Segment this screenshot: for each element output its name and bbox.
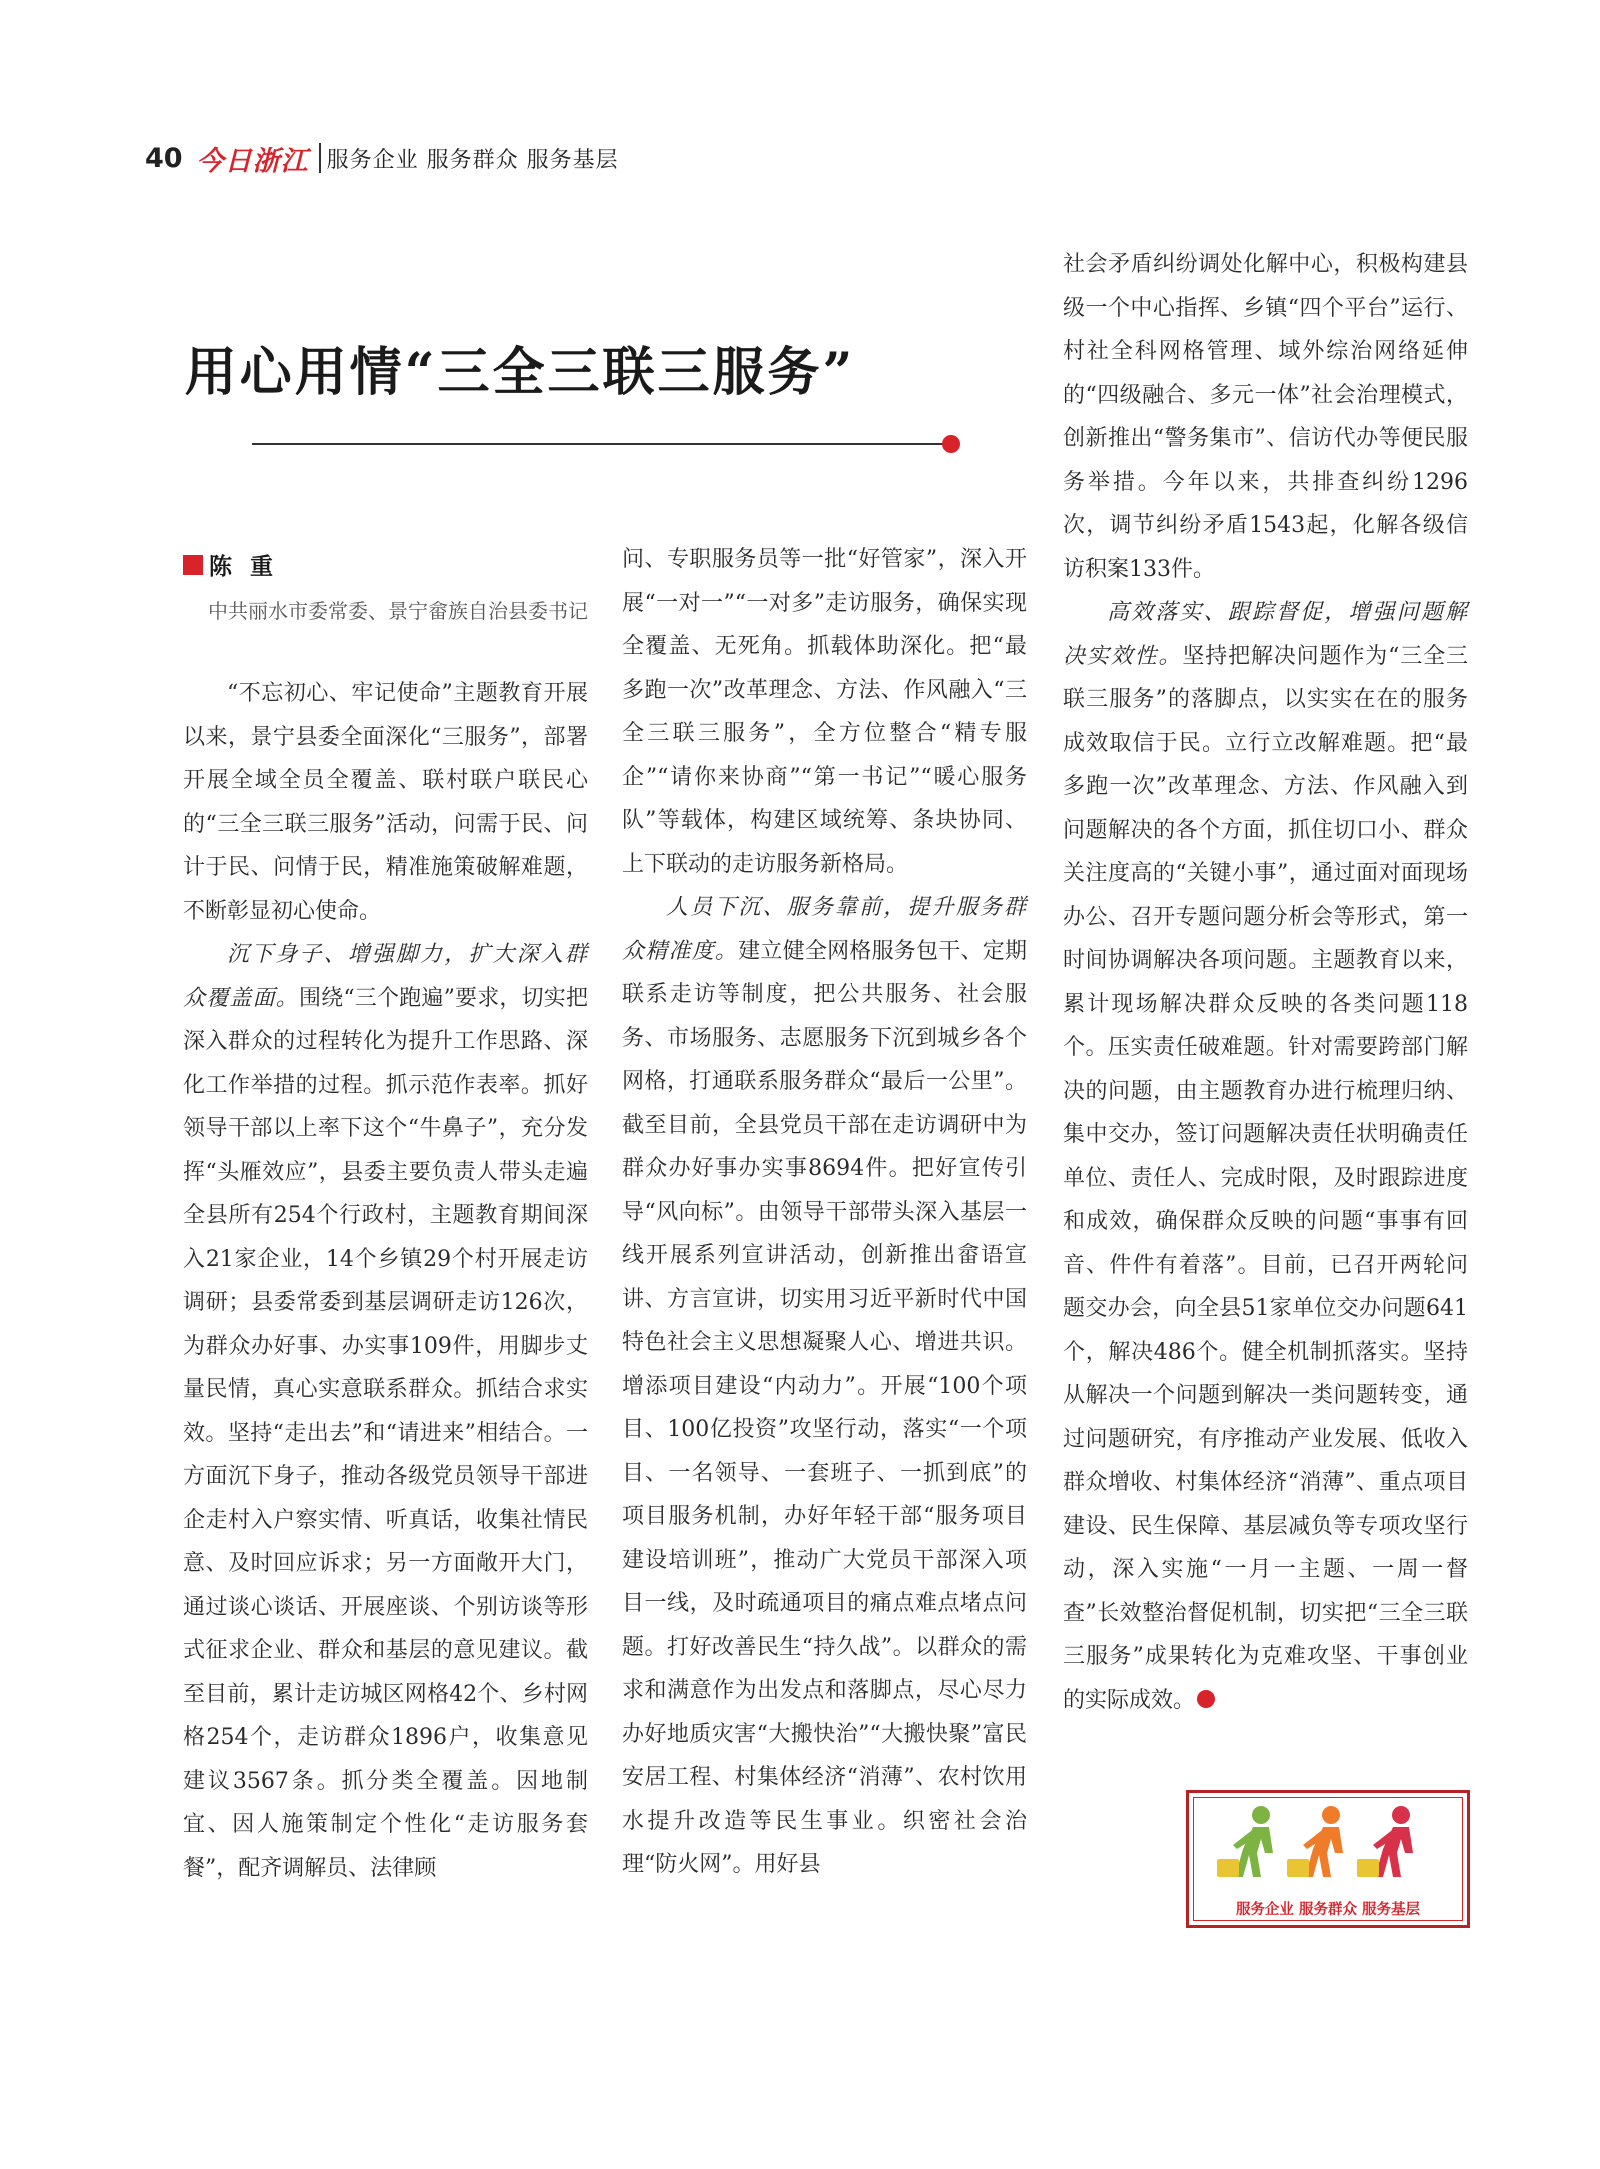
paragraph: 问、专职服务员等一批“好管家”，深入开展“一对一”“一对多”走访服务，确保实现全覆盖、无死角。抓载体助深化。把“最多跑一次”改革理念、方法、作风融入“三全三联三服务”，全方位整合“精专服企”“请你来协商”“第一书记”“暖心服务队”等载体，构建区域统筹、条块协同、上下联动的走访服务新格局。: [622, 547, 1027, 877]
paragraph-body: 建立健全网格服务包干、定期联系走访等制度，把公共服务、社会服务、市场服务、志愿服务下沉到城乡各个网格，打通联系服务群众“最后一公里”。截至目前，全县党员干部在走访调研中为群众办好事办实事8694件。把好宣传引导“风向标”。由领导干部带头深入基层一线开展系列宣讲活动，创新推出畲语宣讲、方言宣讲，切实用习近平新时代中国特色社会主义思想凝聚人心、增进共识。增添项目建设“内动力”。开展“100个项目、100亿投资”攻坚行动，落实“一个项目、一名领导、一套班子、一抓到底”的项目服务机制，办好年轻干部“服务项目建设培训班”，推动广大党员干部深入项目一线，及时疏通项目的痛点难点堵点问题。打好改善民生“持久战”。以群众的需求和满意作为出发点和落脚点，尽心尽力办好地质灾害“大搬快治”“大搬快聚”富民安居工程、村集体经济“消薄”、农村饮用水提升改造等民生事业。织密社会治理“防火网”。用好县: [622, 938, 1027, 1877]
author-title: 中共丽水市委常委、景宁畲族自治县委书记: [208, 599, 588, 623]
article-column-3: [1063, 243, 1468, 1722]
walker-orange-icon: [1287, 1806, 1343, 1877]
end-mark-icon: [1197, 1690, 1215, 1708]
badge-label: 服务企业 服务群众 服务基层: [1235, 1902, 1421, 1918]
section-lead: 沉下身子、增强脚力，扩大深入群众覆盖面。: [183, 942, 588, 1011]
article-column-2: [622, 538, 1027, 1887]
section-lead: 高效落实、跟踪督促，增强问题解决实效性。: [1063, 600, 1468, 669]
walker-green-icon: [1217, 1806, 1273, 1877]
column-badge: [1186, 1790, 1470, 1928]
paragraph: [183, 933, 588, 1890]
paragraph-body: 坚持把解决问题作为“三全三联三服务”的落脚点，以实实在在的服务成效取信于民。立行立改解难题。把“最多跑一次”改革理念、方法、作风融入到问题解决的各个方面，抓住切口小、群众关注度高的“关键小事”，通过面对面现场办公、召开专题问题分析会等形式，第一时间协调解决各项问题。主题教育以来，累计现场解决群众反映的各类问题118个。压实责任破难题。针对需要跨部门解决的问题，由主题教育办进行梳理归纳、集中交办，签订问题解决责任状明确责任单位、责任人、完成时限，及时跟踪进度和成效，确保群众反映的问题“事事有回音、件件有着落”。目前，已召开两轮问题交办会，向全县51家单位交办问题641个，解决486个。健全机制抓落实。坚持从解决一个问题到解决一类问题转变，通过问题研究，有序推动产业发展、低收入群众增收、村集体经济“消薄”、重点项目建设、民生保障、基层减负等专项攻坚行动，深入实施“一月一主题、一周一督查”长效整治督促机制，切实把“三全三联三服务”成果转化为克难攻坚、干事创业的实际成效。: [1063, 643, 1468, 1713]
page-header: [145, 136, 619, 180]
people-walking-icon: [1203, 1801, 1453, 1901]
walker-red-icon: [1357, 1806, 1413, 1877]
header-divider: [319, 143, 321, 173]
section-lead: 人员下沉、服务靠前，提升服务群众精准度。: [622, 895, 1027, 964]
author-block: [183, 548, 588, 624]
article-column-1: [183, 672, 588, 1890]
paragraph: [622, 886, 1027, 1887]
paragraph: 社会矛盾纠纷调处化解中心，积极构建县级一个中心指挥、乡镇“四个平台”运行、村社全科网格管理、域外综治网络延伸的“四级融合、多元一体”社会治理模式，创新推出“警务集市”、信访代办等便民服务举措。今年以来，共排查纠纷1296次，调节纠纷矛盾1543起，化解各级信访积案133件。: [1063, 252, 1468, 582]
article-title: 用心用情“三全三联三服务”: [184, 342, 856, 403]
header-slogan: 服务企业 服务群众 服务基层: [326, 147, 619, 173]
title-dot-icon: [942, 435, 960, 453]
paragraph: “不忘初心、牢记使命”主题教育开展以来，景宁县委全面深化“三服务”，部署开展全域全员全覆盖、联村联户联民心的“三全三联三服务”活动，问需于民、问计于民、问情于民，精准施策破解难题，不断彰显初心使命。: [183, 681, 588, 924]
author-name: 陈重: [209, 554, 291, 580]
title-underline: [252, 443, 952, 445]
magazine-logo: 今日浙江: [196, 145, 309, 177]
page-number: 40: [145, 142, 183, 174]
paragraph: [1063, 591, 1468, 1722]
author-square-icon: [183, 555, 203, 575]
paragraph-body: 围绕“三个跑遍”要求，切实把深入群众的过程转化为提升工作思路、深化工作举措的过程。抓示范作表率。抓好领导干部以上率下这个“牛鼻子”，充分发挥“头雁效应”，县委主要负责人带头走遍全县所有254个行政村，主题教育期间深入21家企业，14个乡镇29个村开展走访调研；县委常委到基层调研走访126次，为群众办好事、办实事109件，用脚步丈量民情，真心实意联系群众。抓结合求实效。坚持“走出去”和“请进来”相结合。一方面沉下身子，推动各级党员领导干部进企走村入户察实情、听真话，收集社情民意、及时回应诉求；另一方面敞开大门，通过谈心谈话、开展座谈、个别访谈等形式征求企业、群众和基层的意见建议。截至目前，累计走访城区网格42个、乡村网格254个，走访群众1896户，收集意见建议3567条。抓分类全覆盖。因地制宜、因人施策制定个性化“走访服务套餐”，配齐调解员、法律顾: [183, 985, 588, 1881]
